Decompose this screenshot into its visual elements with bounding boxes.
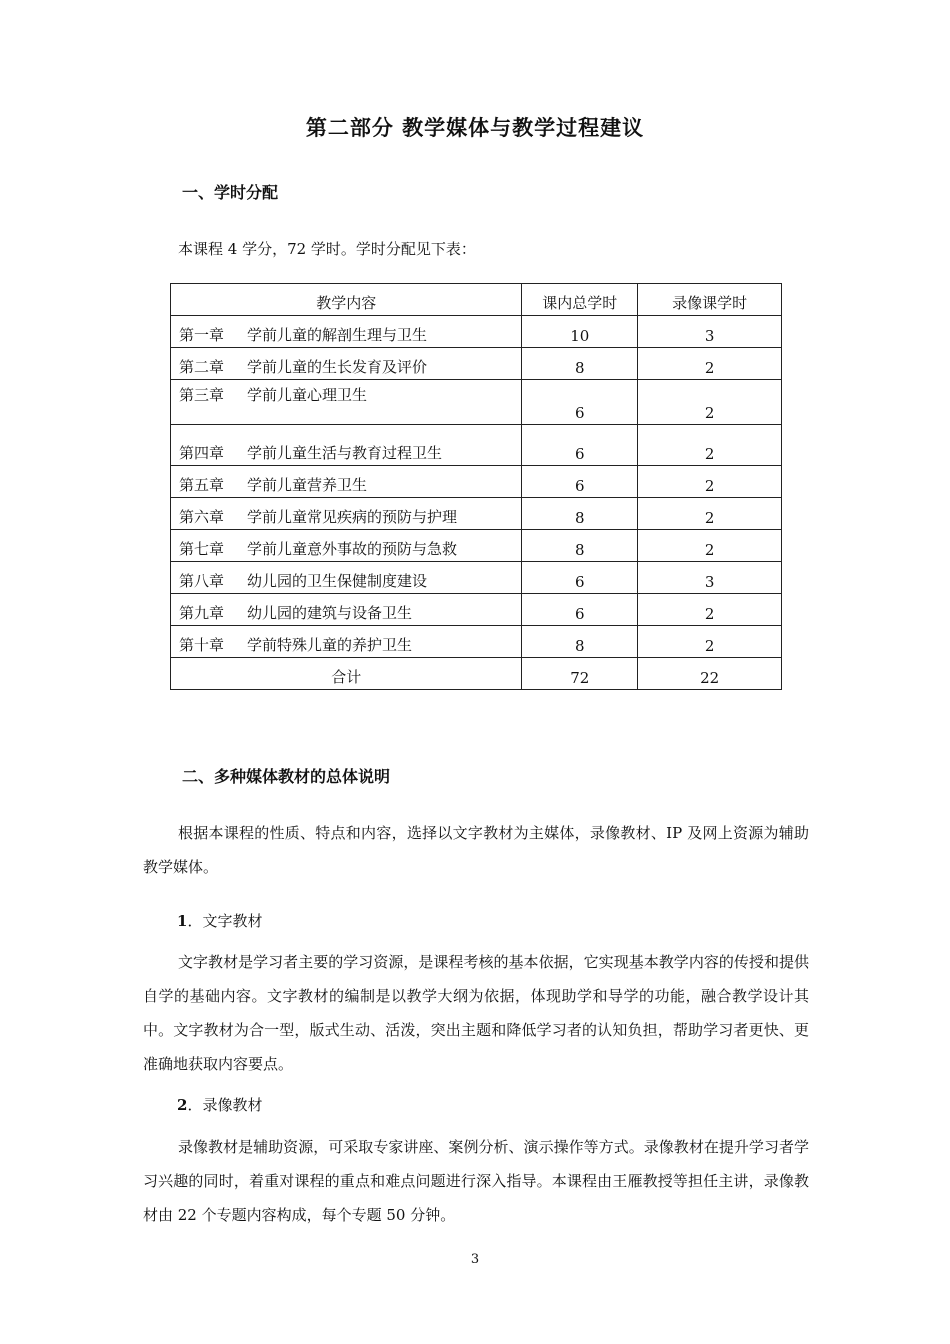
chapter-number: 第二章	[179, 358, 225, 376]
total-hours-sum: 72	[522, 658, 638, 690]
chapter-number: 第十章	[179, 636, 225, 654]
subsection1-number: 1	[177, 912, 188, 930]
chapter-cell	[171, 316, 522, 348]
table-row	[171, 316, 782, 348]
chapter-number: 第七章	[179, 540, 225, 558]
chapter-number: 第六章	[179, 508, 225, 526]
video-hours-cell: 3	[638, 562, 782, 594]
subsection2-text: 录像教材是辅助资源，可采取专家讲座、案例分析、演示操作等方式。录像教材在提升学习者学习兴趣的同时，着重对课程的重点和难点问题进行深入指导。本课程由王雁教授等担任主讲，录像教材由 22 个专题内容构成，每个专题 50 分钟。	[143, 1138, 809, 1224]
video-hours-cell: 2	[638, 498, 782, 530]
chapter-name: 学前儿童的解剖生理与卫生	[247, 326, 428, 344]
chapter-number: 第一章	[179, 326, 225, 344]
subsection2-heading	[177, 1094, 262, 1115]
total-hours-cell: 6	[522, 466, 638, 498]
subsection1-text: 文字教材是学习者主要的学习资源，是课程考核的基本依据，它实现基本教学内容的传授和提供自学的基础内容。文字教材的编制是以教学大纲为依据，体现助学和导学的功能，融合教学设计其中。文字教材为合一型，版式生动、活泼，突出主题和降低学习者的认知负担，帮助学习者更快、更准确地获取内容要点。	[143, 953, 809, 1073]
video-hours-cell: 2	[638, 466, 782, 498]
chapter-name: 幼儿园的建筑与设备卫生	[247, 604, 413, 622]
chapter-number: 第三章	[179, 386, 225, 404]
chapter-name: 学前儿童的生长发育及评价	[247, 358, 428, 376]
chapter-cell	[171, 498, 522, 530]
total-label: 合计	[171, 658, 522, 690]
section2-intro: 根据本课程的性质、特点和内容，选择以文字教材为主媒体，录像教材、IP 及网上资源为辅助教学媒体。	[143, 824, 809, 876]
video-hours-sum: 22	[638, 658, 782, 690]
total-hours-cell: 6	[522, 425, 638, 466]
table-row	[171, 425, 782, 466]
page-title: 第二部分 教学媒体与教学过程建议	[305, 116, 645, 140]
table-row	[171, 530, 782, 562]
header-total-hours: 课内总学时	[522, 284, 638, 316]
header-video-hours: 录像课学时	[638, 284, 782, 316]
chapter-cell	[171, 562, 522, 594]
section1-heading: 一、学时分配	[182, 183, 279, 202]
total-hours-cell: 8	[522, 530, 638, 562]
chapter-name: 幼儿园的卫生保健制度建设	[247, 572, 428, 590]
video-hours-cell: 2	[638, 530, 782, 562]
subsection2-label: ．录像教材	[187, 1096, 263, 1114]
chapter-cell	[171, 530, 522, 562]
total-hours-cell: 8	[522, 348, 638, 380]
hours-table	[170, 283, 782, 690]
subsection1-label: ．文字教材	[187, 912, 263, 930]
chapter-number: 第五章	[179, 476, 225, 494]
table-row	[171, 498, 782, 530]
chapter-name: 学前儿童心理卫生	[247, 386, 368, 404]
chapter-cell	[171, 626, 522, 658]
chapter-cell	[171, 466, 522, 498]
video-hours-cell: 2	[638, 348, 782, 380]
page-number: 3	[470, 1252, 480, 1267]
header-content: 教学内容	[171, 284, 522, 316]
chapter-name: 学前特殊儿童的养护卫生	[247, 636, 413, 654]
video-hours-cell: 2	[638, 594, 782, 626]
chapter-name: 学前儿童意外事故的预防与急救	[247, 540, 458, 558]
section2-heading: 二、多种媒体教材的总体说明	[182, 767, 391, 786]
section1-intro: 本课程 4 学分，72 学时。学时分配见下表：	[178, 240, 476, 258]
chapter-number: 第八章	[179, 572, 225, 590]
table-row	[171, 380, 782, 425]
chapter-cell	[171, 594, 522, 626]
total-hours-cell: 6	[522, 594, 638, 626]
video-hours-cell: 2	[638, 380, 782, 425]
chapter-name: 学前儿童营养卫生	[247, 476, 368, 494]
chapter-cell	[171, 380, 522, 425]
chapter-cell	[171, 348, 522, 380]
video-hours-cell: 3	[638, 316, 782, 348]
chapter-name: 学前儿童生活与教育过程卫生	[247, 444, 443, 462]
total-hours-cell: 6	[522, 380, 638, 425]
table-row	[171, 594, 782, 626]
chapter-number: 第四章	[179, 444, 225, 462]
total-hours-cell: 8	[522, 498, 638, 530]
subsection2-number: 2	[177, 1096, 188, 1114]
total-hours-cell: 8	[522, 626, 638, 658]
table-row	[171, 626, 782, 658]
table-row	[171, 348, 782, 380]
table-row	[171, 562, 782, 594]
video-hours-cell: 2	[638, 626, 782, 658]
chapter-name: 学前儿童常见疾病的预防与护理	[247, 508, 458, 526]
table-header-row	[171, 284, 782, 316]
chapter-cell	[171, 425, 522, 466]
total-hours-cell: 6	[522, 562, 638, 594]
table-row	[171, 466, 782, 498]
video-hours-cell: 2	[638, 425, 782, 466]
subsection1-heading	[177, 910, 262, 931]
total-hours-cell: 10	[522, 316, 638, 348]
table-total-row	[171, 658, 782, 690]
chapter-number: 第九章	[179, 604, 225, 622]
